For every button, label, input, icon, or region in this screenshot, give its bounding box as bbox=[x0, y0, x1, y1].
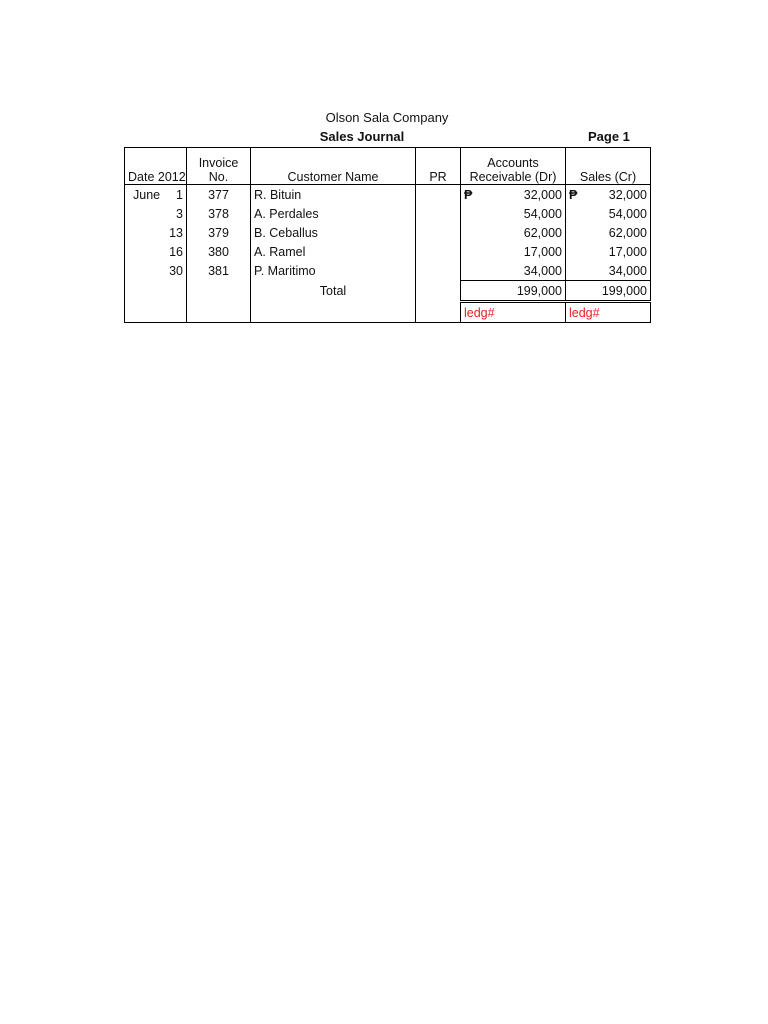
peso-sign: ₱ bbox=[569, 187, 578, 202]
customer-cell bbox=[251, 302, 416, 323]
table-row bbox=[125, 242, 651, 261]
ar-ledger-ref: ledg# bbox=[461, 302, 566, 323]
sales-total: 199,000 bbox=[566, 281, 651, 302]
col-date-header: Date 2012 bbox=[125, 148, 187, 185]
col-ar-header: Accounts Receivable (Dr) bbox=[461, 148, 566, 185]
sales-cell: ₱ 32,000 bbox=[566, 185, 651, 205]
sales-cell: 17,000 bbox=[566, 242, 651, 261]
company-name: Olson Sala Company bbox=[325, 110, 449, 125]
sales-cell: 62,000 bbox=[566, 223, 651, 242]
invoice-cell: 379 bbox=[187, 223, 251, 242]
customer-cell: R. Bituin bbox=[251, 185, 416, 205]
date-cell: June 1 bbox=[125, 185, 187, 205]
header-row bbox=[125, 148, 651, 185]
customer-cell: A. Ramel bbox=[251, 242, 416, 261]
ar-cell: 62,000 bbox=[461, 223, 566, 242]
date-cell: 30 bbox=[125, 261, 187, 281]
total-row bbox=[125, 281, 651, 302]
invoice-cell: 380 bbox=[187, 242, 251, 261]
table-row bbox=[125, 185, 651, 205]
ar-cell: 54,000 bbox=[461, 204, 566, 223]
pr-cell bbox=[416, 281, 461, 302]
col-customer-header: Customer Name bbox=[251, 148, 416, 185]
ar-cell: ₱ 32,000 bbox=[461, 185, 566, 205]
journal-title: Sales Journal bbox=[319, 129, 405, 144]
pr-cell bbox=[416, 242, 461, 261]
date-cell: 13 bbox=[125, 223, 187, 242]
customer-cell: B. Ceballus bbox=[251, 223, 416, 242]
invoice-cell bbox=[187, 281, 251, 302]
table-row bbox=[125, 223, 651, 242]
date-cell bbox=[125, 281, 187, 302]
col-invoice-header: Invoice No. bbox=[187, 148, 251, 185]
pr-cell bbox=[416, 223, 461, 242]
date-cell: 3 bbox=[125, 204, 187, 223]
col-sales-header: Sales (Cr) bbox=[566, 148, 651, 185]
invoice-cell: 377 bbox=[187, 185, 251, 205]
pr-cell bbox=[416, 261, 461, 281]
sales-journal-table bbox=[124, 147, 651, 323]
ar-cell: 17,000 bbox=[461, 242, 566, 261]
sales-cell: 54,000 bbox=[566, 204, 651, 223]
table-row bbox=[125, 204, 651, 223]
ledger-row bbox=[125, 302, 651, 323]
peso-sign: ₱ bbox=[464, 187, 473, 202]
date-cell: 16 bbox=[125, 242, 187, 261]
customer-cell: A. Perdales bbox=[251, 204, 416, 223]
total-label: Total bbox=[251, 281, 416, 302]
invoice-cell bbox=[187, 302, 251, 323]
pr-cell bbox=[416, 204, 461, 223]
pr-cell bbox=[416, 185, 461, 205]
ar-cell: 34,000 bbox=[461, 261, 566, 281]
ar-total: 199,000 bbox=[461, 281, 566, 302]
date-cell bbox=[125, 302, 187, 323]
table-row bbox=[125, 261, 651, 281]
invoice-cell: 381 bbox=[187, 261, 251, 281]
pr-cell bbox=[416, 302, 461, 323]
col-pr-header: PR bbox=[416, 148, 461, 185]
customer-cell: P. Maritimo bbox=[251, 261, 416, 281]
sales-ledger-ref: ledg# bbox=[566, 302, 651, 323]
page-number: Page 1 bbox=[588, 129, 630, 144]
sales-cell: 34,000 bbox=[566, 261, 651, 281]
invoice-cell: 378 bbox=[187, 204, 251, 223]
